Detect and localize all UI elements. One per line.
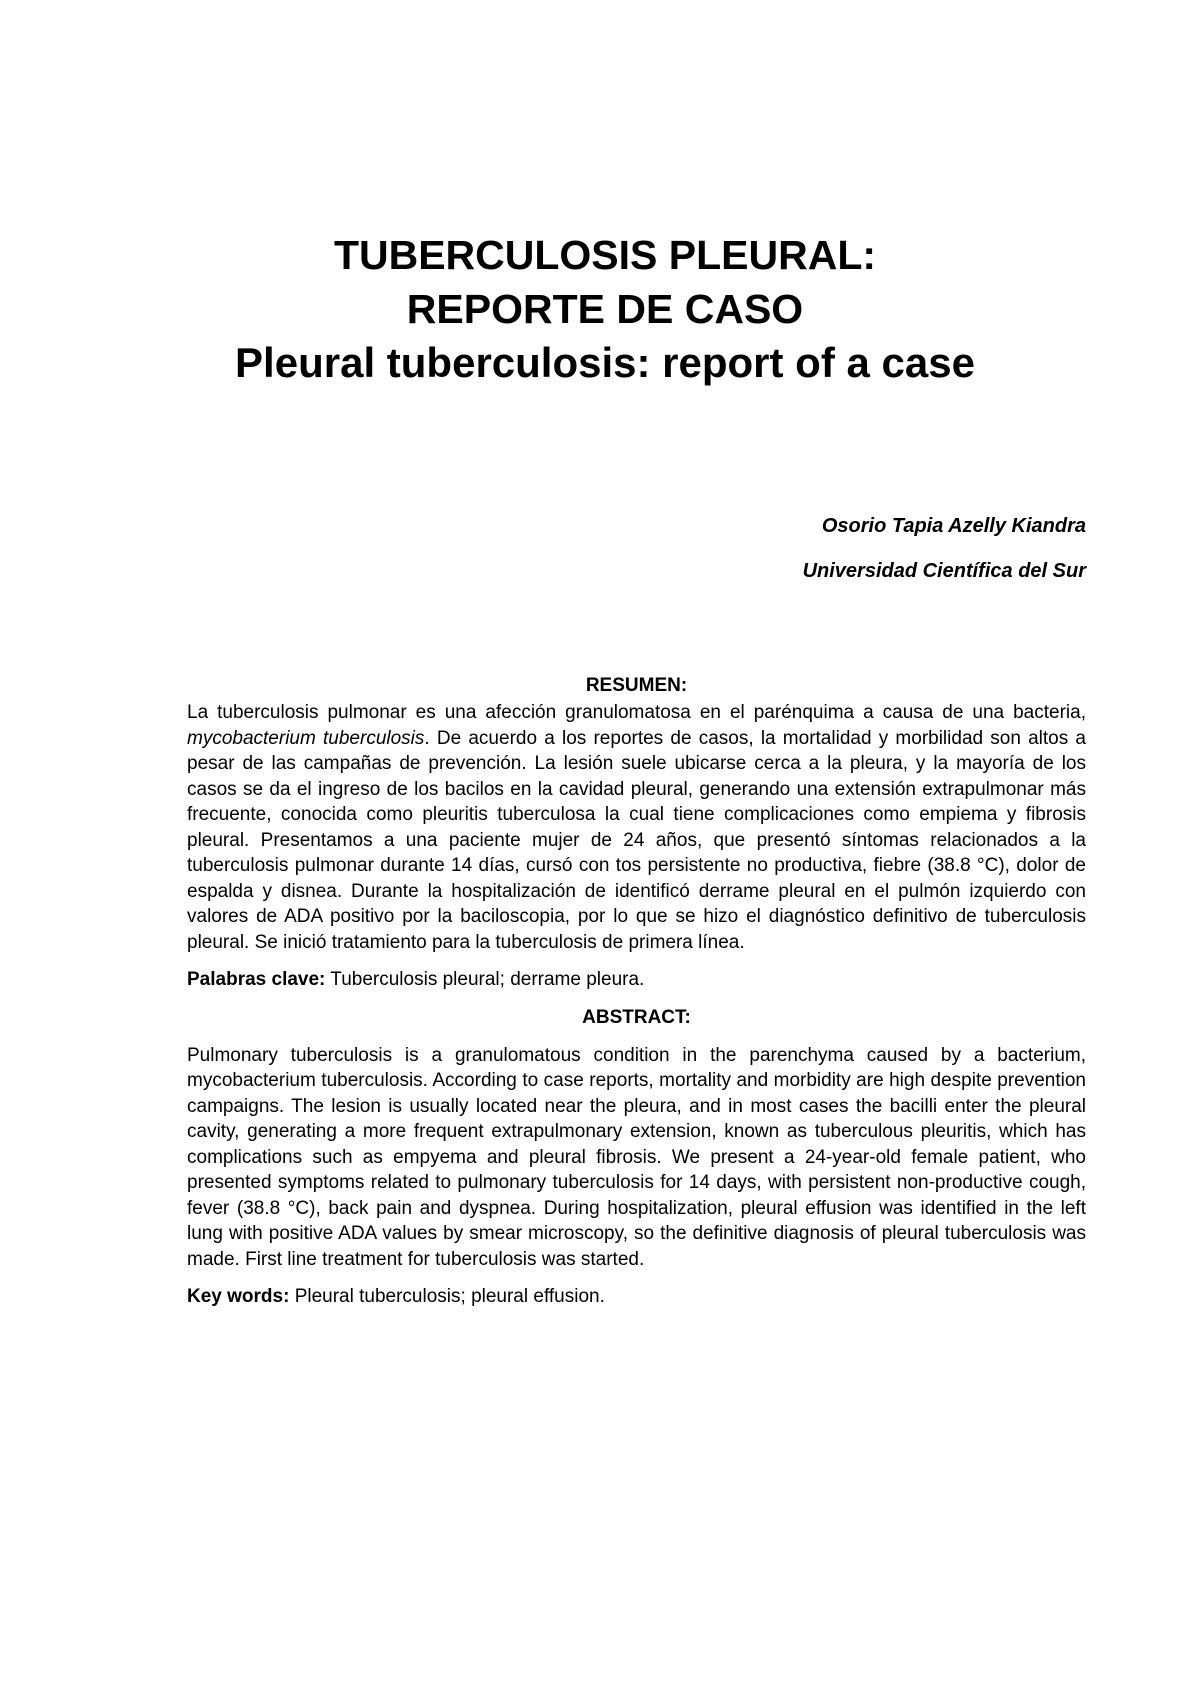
key-words-text: Pleural tuberculosis; pleural effusion. [289,1286,605,1307]
title-es-line-1: TUBERCULOSIS PLEURAL: [333,232,877,278]
key-words-label: Key words: [187,1286,290,1307]
author-affiliation: Universidad Científica del Sur [802,560,1086,582]
abstract-heading: ABSTRACT: [582,1006,691,1028]
title-es-line-2: REPORTE DE CASO [406,286,804,332]
title-en: Pleural tuberculosis: report of a case [235,339,975,386]
resumen-text-end: . De acuerdo a los reportes de casos, la mortalidad y morbilidad son altos a pesar de las campañas de prevención. La lesión suele ubicarse cerca a la pleura, y la mayoría de los casos se da el ingreso de los bacilos en la cavidad pleural, generando una extensión extrapulmonar más frecuente, conocida como pleuritis tuberculosa la cual tiene complicaciones como empiema y fibrosis pleural. Presentamos a una paciente mujer de 24 años, que presentó síntomas relacionados a la tuberculosis pulmonar durante 14 días, cursó con tos persistente no productiva, fiebre (38.8 °C), dolor de espalda y disnea. Durante la hospitalización de identificó derrame pleural en el pulmón izquierdo con valores de ADA positivo por la baciloscopia, por lo que se hizo el diagnóstico definitivo de tuberculosis pleural. Se inició tratamiento para la tuberculosis de primera línea. [187,727,1087,953]
resumen-text-start: La tuberculosis pulmonar es una afección granulomatosa en el parénquima a causa de una bacteria, [187,702,1086,723]
resumen-italic-term: mycobacterium tuberculosis [187,727,425,749]
palabras-clave-text: Tuberculosis pleural; derrame pleura. [325,969,645,990]
author-block [803,514,1086,583]
resumen-heading: RESUMEN: [585,675,688,696]
palabras-clave-label: Palabras clave: [187,969,326,990]
article-body [187,673,1086,1310]
abstract-paragraph: Pulmonary tuberculosis is a granulomatous condition in the parenchyma caused by a bacterium, mycobacterium tuberculosis. According to case reports, mortality and morbidity are high despite prevention campaigns. The lesion is usually located near the pleura, and in most cases the bacilli enter the pleural cavity, generating a more frequent extrapulmonary extension, known as tuberculous pleuritis, which has complications such as empyema and pleural fibrosis. We present a 24-year-old female patient, who presented symptoms related to pulmonary tuberculosis for 14 days, with persistent non-productive cough, fever (38.8 °C), back pain and dyspnea. During hospitalization, pleural effusion was identified in the left lung with positive ADA values by smear microscopy, so the definitive diagnosis of pleural tuberculosis was made. First line treatment for tuberculosis was started. [187,1044,1086,1270]
key-words [187,1284,1086,1310]
resumen-paragraph [187,700,1086,955]
palabras-clave [187,967,1086,993]
title-block [0,228,1200,390]
author-name: Osorio Tapia Azelly Kiandra [821,515,1086,537]
